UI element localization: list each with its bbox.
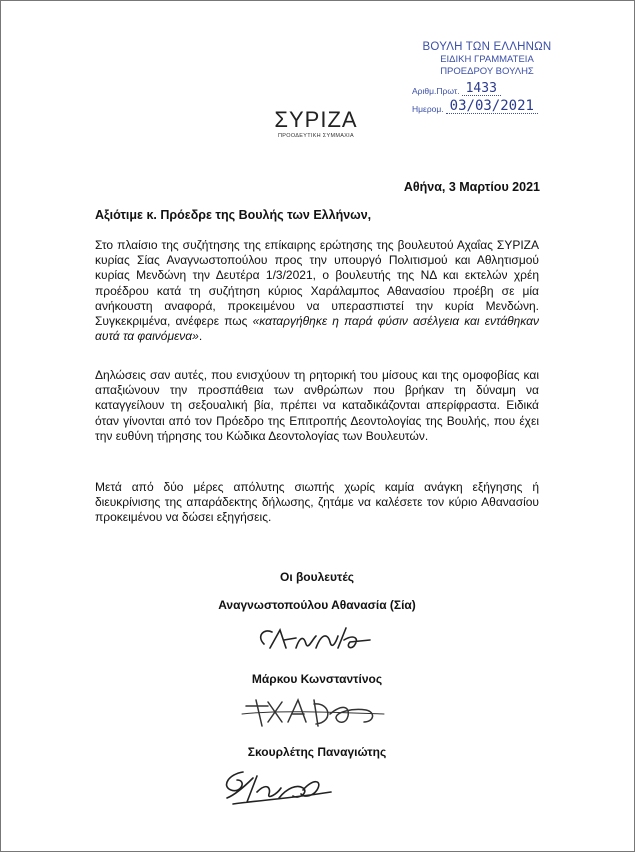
signatories-title: Οι βουλευτές: [279, 570, 354, 584]
stamp-protocol-value: 1433: [462, 82, 501, 96]
signatory-name-3: Σκουρλέτης Παναγιώτης: [247, 745, 387, 759]
parliament-stamp: [412, 40, 562, 114]
paragraph-1-text: Στο πλαίσιο της συζήτησης της επίκαιρης ερώτησης της βουλευτού Αχαΐας ΣΥΡΙΖΑ κυρίας Σίας Αναγνωστοπούλου προς την υπουργό Πολιτισμού και Αθλητισμού κυρίας Μενδώνη την Δευτέρα 1/3/2021, ο βουλευτής της ΝΔ και εκτελών χρέη προέδρου κατά τη συζήτηση κύριος Χαράλαμπος Αθανασίου προέβη σε μία ανήκουστη αναφορά, προκειμένου να υπερασπιστεί την κυρία Μενδώνη. Συγκεκριμένα, ανέφερε πως: [95, 238, 539, 329]
logo-subtitle: ΠΡΟΟΔΕΥΤΙΚΗ ΣΥΜΜΑΧΙΑ: [278, 133, 354, 139]
paragraph-1-end: .: [198, 329, 203, 344]
stamp-line-3: ΠΡΟΕΔΡΟΥ ΒΟΥΛΗΣ: [440, 66, 534, 77]
party-logo: [264, 108, 368, 139]
stamp-date-value: 03/03/2021: [446, 100, 538, 114]
signatory-name-2: Μάρκου Κωνσταντίνος: [251, 672, 383, 686]
paragraph-2: Δηλώσεις σαν αυτές, που ενισχύουν τη ρητορική του μίσους και της ομοφοβίας και απαξιώνουν την προσπάθεια των ανθρώπων που βρήκαν τη δύναμη να καταγγείλουν τη σεξουαλική βία, πρέπει να καταδικάζονται απερίφραστα. Ειδικά όταν γίνονται από τον Πρόεδρο της Επιτροπής Δεοντολογίας της Βουλής, που έχει την ευθύνη τήρησης του Κώδικα Δεοντολογίας των Βουλευτών.: [95, 368, 539, 443]
paragraph-3: Μετά από δύο μέρες απόλυτης σιωπής χωρίς καμία ανάγκη εξήγησης ή διευκρίνισης της απαράδεκτης δήλωσης, ζητάμε να καλέσετε τον κύριο Αθανασίου προκειμένου να δώσει εξηγήσεις.: [95, 480, 539, 525]
stamp-date-row: [412, 100, 562, 114]
signature-2-icon: [238, 692, 388, 732]
stamp-line-2: ΕΙΔΙΚΗ ΓΡΑΜΜΑΤΕΙΑ: [440, 54, 534, 65]
logo-mark: ΣΥΡΙΖΑ: [274, 107, 358, 132]
letter-salutation: Αξιότιμε κ. Πρόεδρε της Βουλής των Ελλήνων,: [95, 208, 372, 222]
paragraph-1-quote: «καταργήθηκε η παρά φύσιν ασέλγεια και εντάθηκαν αυτά τα φαινόμενα»: [95, 314, 539, 344]
signature-1-icon: [250, 618, 380, 658]
stamp-date-label: Ημερομ.: [412, 104, 444, 114]
signature-3-icon: [213, 764, 343, 810]
stamp-protocol-label: Αριθμ.Πρωτ.: [412, 86, 460, 96]
letter-date: Αθήνα, 3 Μαρτίου 2021: [403, 180, 540, 194]
stamp-protocol-row: [412, 82, 562, 96]
signatory-name-1: Αναγνωστοπούλου Αθανασία (Σία): [218, 598, 416, 612]
stamp-line-1: ΒΟΥΛΗ ΤΩΝ ΕΛΛΗΝΩΝ: [422, 41, 552, 53]
paragraph-1: [95, 238, 539, 344]
